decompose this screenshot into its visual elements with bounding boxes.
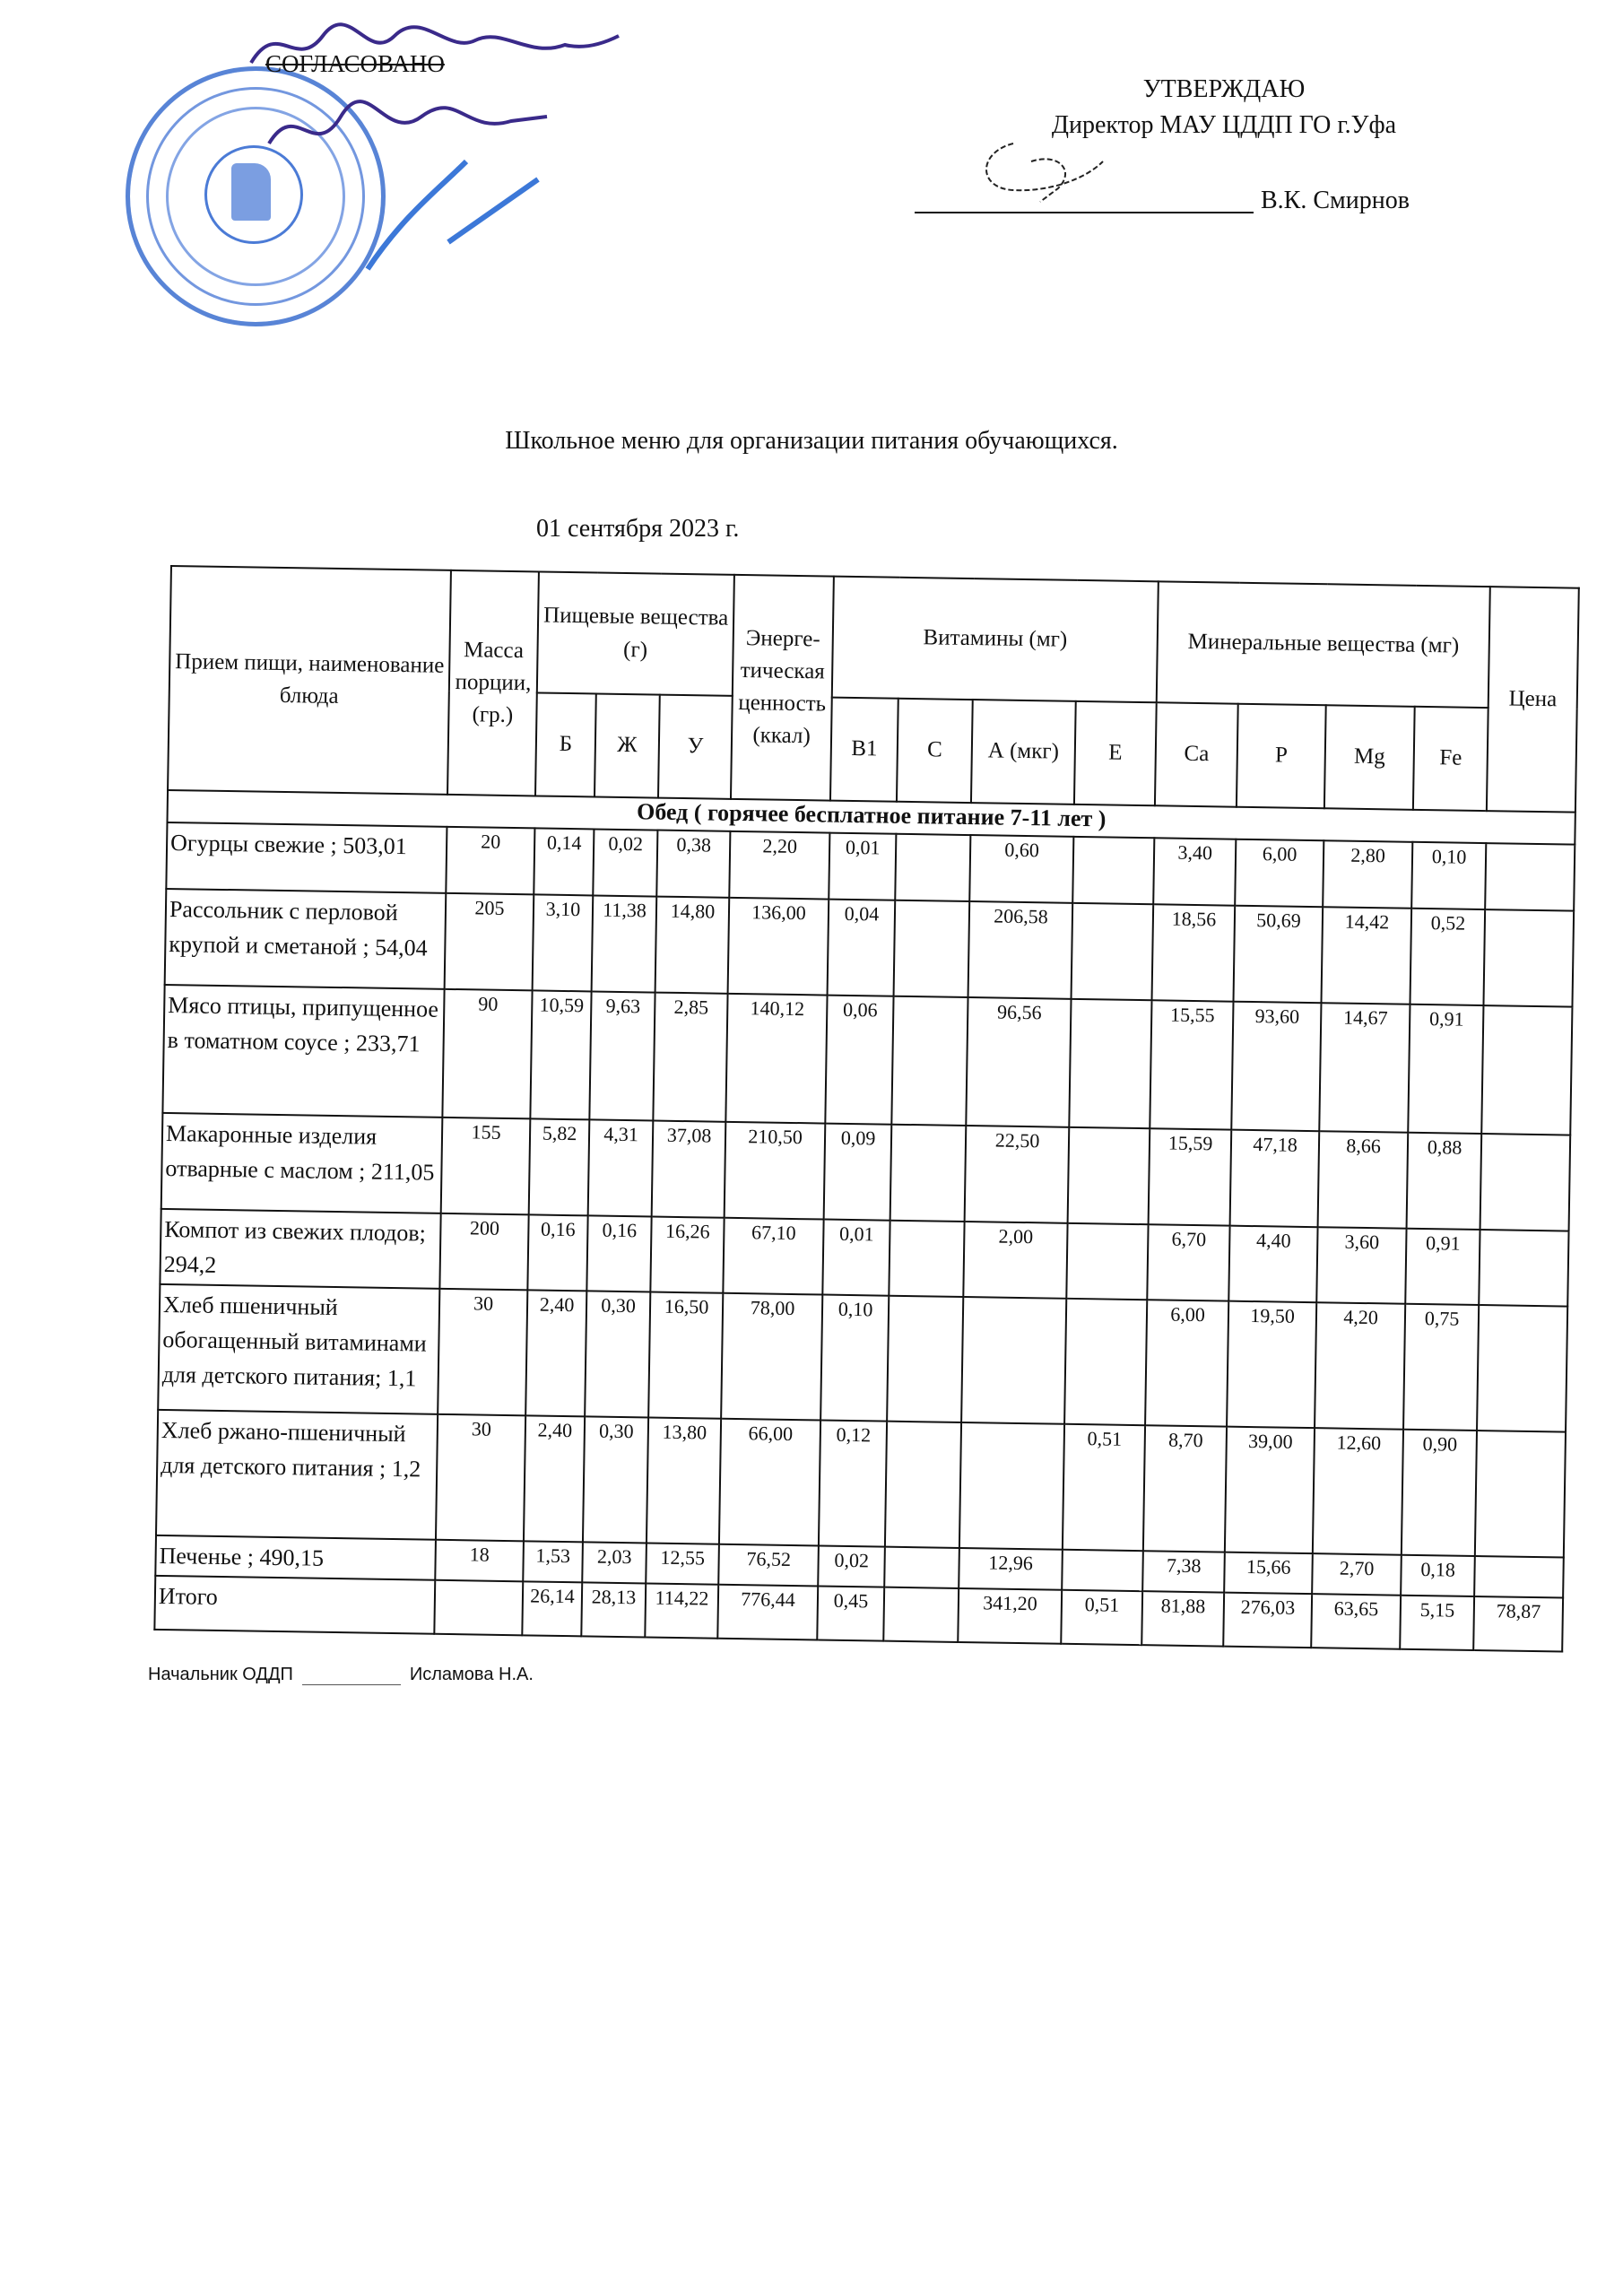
value-cell: 205 [445, 893, 534, 991]
value-cell: 4,31 [588, 1119, 654, 1216]
header-vitamins: Витамины (мг) [832, 577, 1159, 703]
value-cell: 18 [435, 1540, 524, 1582]
approve-label: УТВЕРЖДАЮ [1142, 75, 1306, 103]
value-cell: 93,60 [1231, 1002, 1321, 1132]
value-cell: 0,09 [824, 1124, 892, 1221]
subheader-cell: А (мкг) [971, 700, 1076, 804]
table-row [162, 985, 1572, 1135]
table-row [158, 1284, 1567, 1432]
subheader-cell: Ca [1155, 702, 1238, 806]
value-cell: 96,56 [966, 997, 1071, 1127]
value-cell: 66,00 [719, 1419, 820, 1546]
dish-name: Хлеб ржано-пшеничный для детского питания ; 1,2 [156, 1410, 438, 1540]
value-cell: 0,10 [820, 1295, 889, 1422]
value-cell: 276,03 [1223, 1593, 1312, 1648]
value-cell: 13,80 [647, 1417, 721, 1544]
header-energy: Энерге-тическая ценность (ккал) [731, 575, 834, 801]
header-price: Цена [1487, 587, 1579, 813]
value-cell: 210,50 [725, 1122, 826, 1220]
value-cell: 18,56 [1152, 904, 1236, 1001]
value-cell: 0,75 [1403, 1304, 1479, 1431]
value-cell: 5,82 [529, 1118, 590, 1215]
footer-signature [148, 1657, 534, 1685]
value-cell: 6,00 [1235, 839, 1324, 908]
value-cell: 12,96 [959, 1548, 1063, 1590]
value-cell: 2,40 [525, 1290, 586, 1416]
value-cell: 12,60 [1313, 1428, 1403, 1555]
value-cell: 15,55 [1150, 1000, 1233, 1129]
value-cell: 22,50 [965, 1126, 1070, 1223]
value-cell: 776,44 [717, 1585, 818, 1640]
value-cell: 0,38 [656, 831, 730, 898]
value-cell: 155 [441, 1118, 531, 1215]
value-cell: 2,85 [653, 993, 727, 1122]
value-cell: 14,67 [1319, 1003, 1410, 1133]
signature-line [915, 212, 1254, 213]
value-cell: 2,70 [1312, 1553, 1402, 1596]
value-cell: 0,01 [829, 833, 896, 900]
dish-name: Макаронные изделия отварные с маслом ; 211,05 [161, 1113, 443, 1213]
subheader-cell: Ж [595, 693, 660, 797]
value-cell: 2,00 [963, 1222, 1067, 1299]
value-cell [895, 834, 970, 901]
value-cell: 15,66 [1224, 1552, 1313, 1595]
value-cell [894, 900, 970, 997]
value-cell: 0,52 [1410, 909, 1486, 1005]
table-row [156, 1410, 1566, 1558]
value-cell: 16,26 [650, 1217, 724, 1293]
value-cell: 15,59 [1149, 1128, 1232, 1225]
value-cell: 0,45 [817, 1586, 884, 1640]
value-cell [1484, 909, 1575, 1007]
value-cell: 20 [446, 827, 534, 895]
value-cell: 0,51 [1063, 1424, 1145, 1551]
approver-position: Директор МАУ ЦДДП ГО г.Уфа [1051, 111, 1397, 139]
value-cell: 200 [439, 1213, 528, 1291]
subheader-cell: Б [535, 692, 596, 796]
subheader-cell: Fe [1413, 707, 1488, 811]
value-cell: 30 [438, 1289, 527, 1416]
value-cell: 1,53 [523, 1541, 583, 1582]
subheader-cell: Mg [1324, 705, 1415, 810]
director-signature-icon [977, 135, 1121, 206]
value-cell [1474, 1556, 1564, 1598]
value-cell [1477, 1305, 1567, 1432]
header-name: Прием пищи, наименование блюда [168, 566, 451, 795]
value-cell: 0,30 [583, 1416, 648, 1543]
value-cell: 39,00 [1225, 1427, 1315, 1554]
value-cell: 63,65 [1311, 1594, 1401, 1649]
agreed-stamp-text: СОГЛАСОВАНО [265, 50, 445, 77]
value-cell: 140,12 [725, 994, 827, 1124]
value-cell: 5,15 [1400, 1596, 1474, 1650]
value-cell [1072, 903, 1154, 1000]
value-cell: 6,00 [1145, 1300, 1228, 1426]
menu-table [153, 565, 1580, 1653]
dish-name: Рассольник с перловой крупой и сметаной ; 54,04 [165, 889, 447, 989]
value-cell: 3,60 [1316, 1227, 1406, 1304]
value-cell: 0,91 [1408, 1004, 1483, 1134]
value-cell: 11,38 [592, 895, 657, 992]
value-cell [891, 996, 968, 1126]
value-cell: 76,52 [718, 1544, 819, 1587]
value-cell: 8,66 [1318, 1131, 1409, 1229]
value-cell: 0,04 [828, 900, 896, 996]
value-cell: 4,20 [1315, 1302, 1405, 1430]
value-cell [884, 1547, 959, 1588]
value-cell: 0,02 [593, 829, 657, 896]
value-cell [1066, 1223, 1148, 1300]
subheader-cell: P [1237, 704, 1326, 809]
value-cell [890, 1125, 967, 1222]
value-cell [961, 1297, 1066, 1424]
value-cell: 26,14 [522, 1581, 582, 1636]
value-cell: 0,51 [1061, 1590, 1142, 1645]
value-cell: 19,50 [1227, 1301, 1316, 1429]
value-cell: 30 [436, 1414, 525, 1542]
value-cell: 14,80 [655, 897, 730, 994]
value-cell: 67,10 [723, 1218, 823, 1295]
value-cell: 0,01 [822, 1220, 890, 1296]
value-cell [1475, 1431, 1566, 1558]
value-cell [434, 1580, 523, 1636]
subheader-cell: C [897, 699, 973, 803]
value-cell: 37,08 [652, 1121, 726, 1218]
value-cell: 0,16 [586, 1215, 651, 1292]
value-cell: 3,10 [533, 894, 594, 991]
footer-position: Начальник ОДДП [148, 1665, 293, 1684]
value-cell: 78,00 [721, 1293, 822, 1421]
document-title: Школьное меню для организации питания обучающихся. [505, 427, 1118, 455]
value-cell: 114,22 [645, 1583, 718, 1638]
value-cell [1485, 843, 1575, 911]
dish-name: Огурцы свежие ; 503,01 [166, 822, 447, 893]
value-cell: 136,00 [728, 898, 829, 996]
value-cell [1069, 999, 1151, 1128]
value-cell: 2,03 [582, 1542, 647, 1583]
value-cell [885, 1422, 961, 1548]
value-cell: 28,13 [581, 1582, 646, 1637]
value-cell [1064, 1299, 1147, 1425]
value-cell: 47,18 [1230, 1130, 1320, 1228]
subheader-cell: У [658, 695, 733, 799]
approver-name: В.К. Смирнов [1261, 187, 1410, 214]
value-cell: 0,10 [1411, 842, 1486, 909]
header-minerals: Минеральные вещества (мг) [1157, 581, 1490, 708]
value-cell [1480, 1134, 1571, 1231]
dish-name: Печенье ; 490,15 [155, 1535, 436, 1580]
value-cell [1072, 837, 1154, 904]
dish-name: Итого [154, 1576, 435, 1634]
header-mass: Масса порции, (гр.) [447, 570, 539, 796]
value-cell: 2,20 [729, 831, 829, 900]
value-cell: 0,60 [969, 835, 1073, 903]
value-cell: 206,58 [968, 901, 1073, 999]
value-cell: 0,18 [1401, 1555, 1475, 1596]
value-cell: 81,88 [1141, 1591, 1224, 1646]
value-cell: 0,90 [1402, 1430, 1477, 1556]
value-cell: 0,14 [534, 828, 594, 895]
value-cell: 14,42 [1322, 907, 1412, 1004]
value-cell: 50,69 [1234, 906, 1324, 1004]
value-cell: 90 [442, 989, 532, 1119]
header-nutrients: Пищевые вещества (г) [537, 571, 734, 695]
subheader-cell: E [1074, 701, 1157, 805]
value-cell: 3,40 [1153, 838, 1236, 905]
value-cell: 0,16 [527, 1214, 587, 1291]
value-cell: 16,50 [648, 1292, 723, 1419]
subheader-cell: B1 [830, 698, 898, 802]
footer-name: Исламова Н.А. [409, 1665, 534, 1684]
value-cell: 12,55 [646, 1543, 719, 1584]
section-title: Обед ( горячее бесплатное питание 7-11 лет ) [167, 790, 1575, 845]
value-cell: 0,12 [819, 1421, 887, 1547]
value-cell: 4,40 [1228, 1226, 1317, 1303]
value-cell: 0,02 [818, 1545, 885, 1587]
value-cell [889, 1221, 964, 1297]
value-cell: 0,30 [585, 1291, 650, 1417]
value-cell [887, 1296, 963, 1422]
value-cell [1068, 1127, 1150, 1224]
value-cell: 0,06 [825, 996, 893, 1125]
menu-date: 01 сентября 2023 г. [536, 515, 740, 543]
value-cell: 6,70 [1147, 1224, 1229, 1300]
value-cell: 2,40 [524, 1415, 585, 1542]
value-cell [959, 1422, 1064, 1550]
value-cell: 2,80 [1323, 840, 1412, 909]
dish-name: Хлеб пшеничный обогащенный витаминами для детского питания; 1,1 [158, 1284, 439, 1414]
value-cell [883, 1587, 959, 1642]
dish-name: Мясо птицы, припущенное в томатном соусе ; 233,71 [162, 985, 444, 1118]
value-cell: 0,88 [1407, 1133, 1482, 1230]
dish-name: Компот из свежих плодов; 294,2 [160, 1209, 440, 1289]
value-cell: 341,20 [958, 1588, 1062, 1644]
footer-signature-icon [302, 1657, 401, 1685]
value-cell [1481, 1005, 1572, 1135]
value-cell [1062, 1550, 1143, 1591]
value-cell: 7,38 [1142, 1551, 1225, 1592]
value-cell: 8,70 [1143, 1425, 1227, 1552]
value-cell: 10,59 [530, 990, 591, 1119]
value-cell [1479, 1230, 1568, 1307]
value-cell: 9,63 [589, 991, 655, 1120]
value-cell: 78,87 [1473, 1596, 1563, 1652]
value-cell: 0,91 [1405, 1229, 1480, 1305]
